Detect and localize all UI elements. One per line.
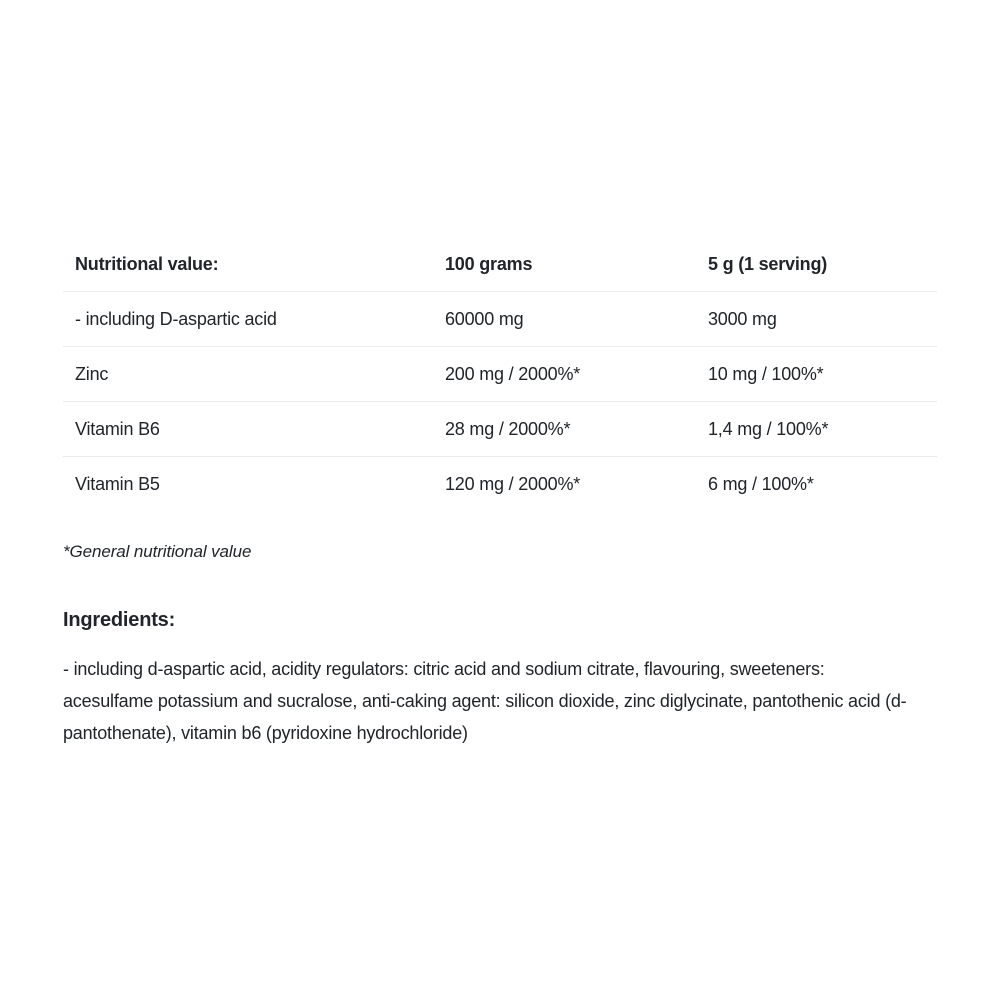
row-name: Vitamin B5 [75,474,160,494]
ingredients-heading: Ingredients: [63,609,176,631]
row-name: - including D-aspartic acid [75,308,277,329]
table-row [63,402,937,457]
row-per-100g: 28 mg / 2000%* [445,418,571,439]
table-row [63,457,937,512]
header-per-serving: 5 g (1 serving) [708,253,828,274]
row-per-serving: 10 mg / 100%* [708,363,824,384]
row-per-serving: 1,4 mg / 100%* [708,418,829,439]
row-per-100g: 120 mg / 2000%* [445,474,581,494]
nutrition-table [63,237,937,512]
row-per-serving: 3000 mg [708,308,777,329]
row-name: Zinc [75,363,109,384]
header-nutritional-value: Nutritional value: [75,253,219,274]
row-per-serving: 6 mg / 100%* [708,474,814,494]
row-per-100g: 60000 mg [445,308,524,329]
row-name: Vitamin B6 [75,418,160,439]
header-per-100g: 100 grams [445,253,533,274]
table-row [63,292,937,347]
general-nutritional-value-footnote: *General nutritional value [63,542,252,561]
nutrition-table-header-row [63,237,937,292]
ingredients-text: - including d-aspartic acid, acidity regulators: citric acid and sodium citrate, flavouring, sweeteners: acesulfame potassium and sucralose, anti-caking agent: silicon dioxide, zinc diglycinate, pantothenic acid (d-pantothenate), vitamin b6 (pyridoxine hydrochloride) [63,659,907,743]
row-per-100g: 200 mg / 2000%* [445,363,581,384]
table-row [63,347,937,402]
